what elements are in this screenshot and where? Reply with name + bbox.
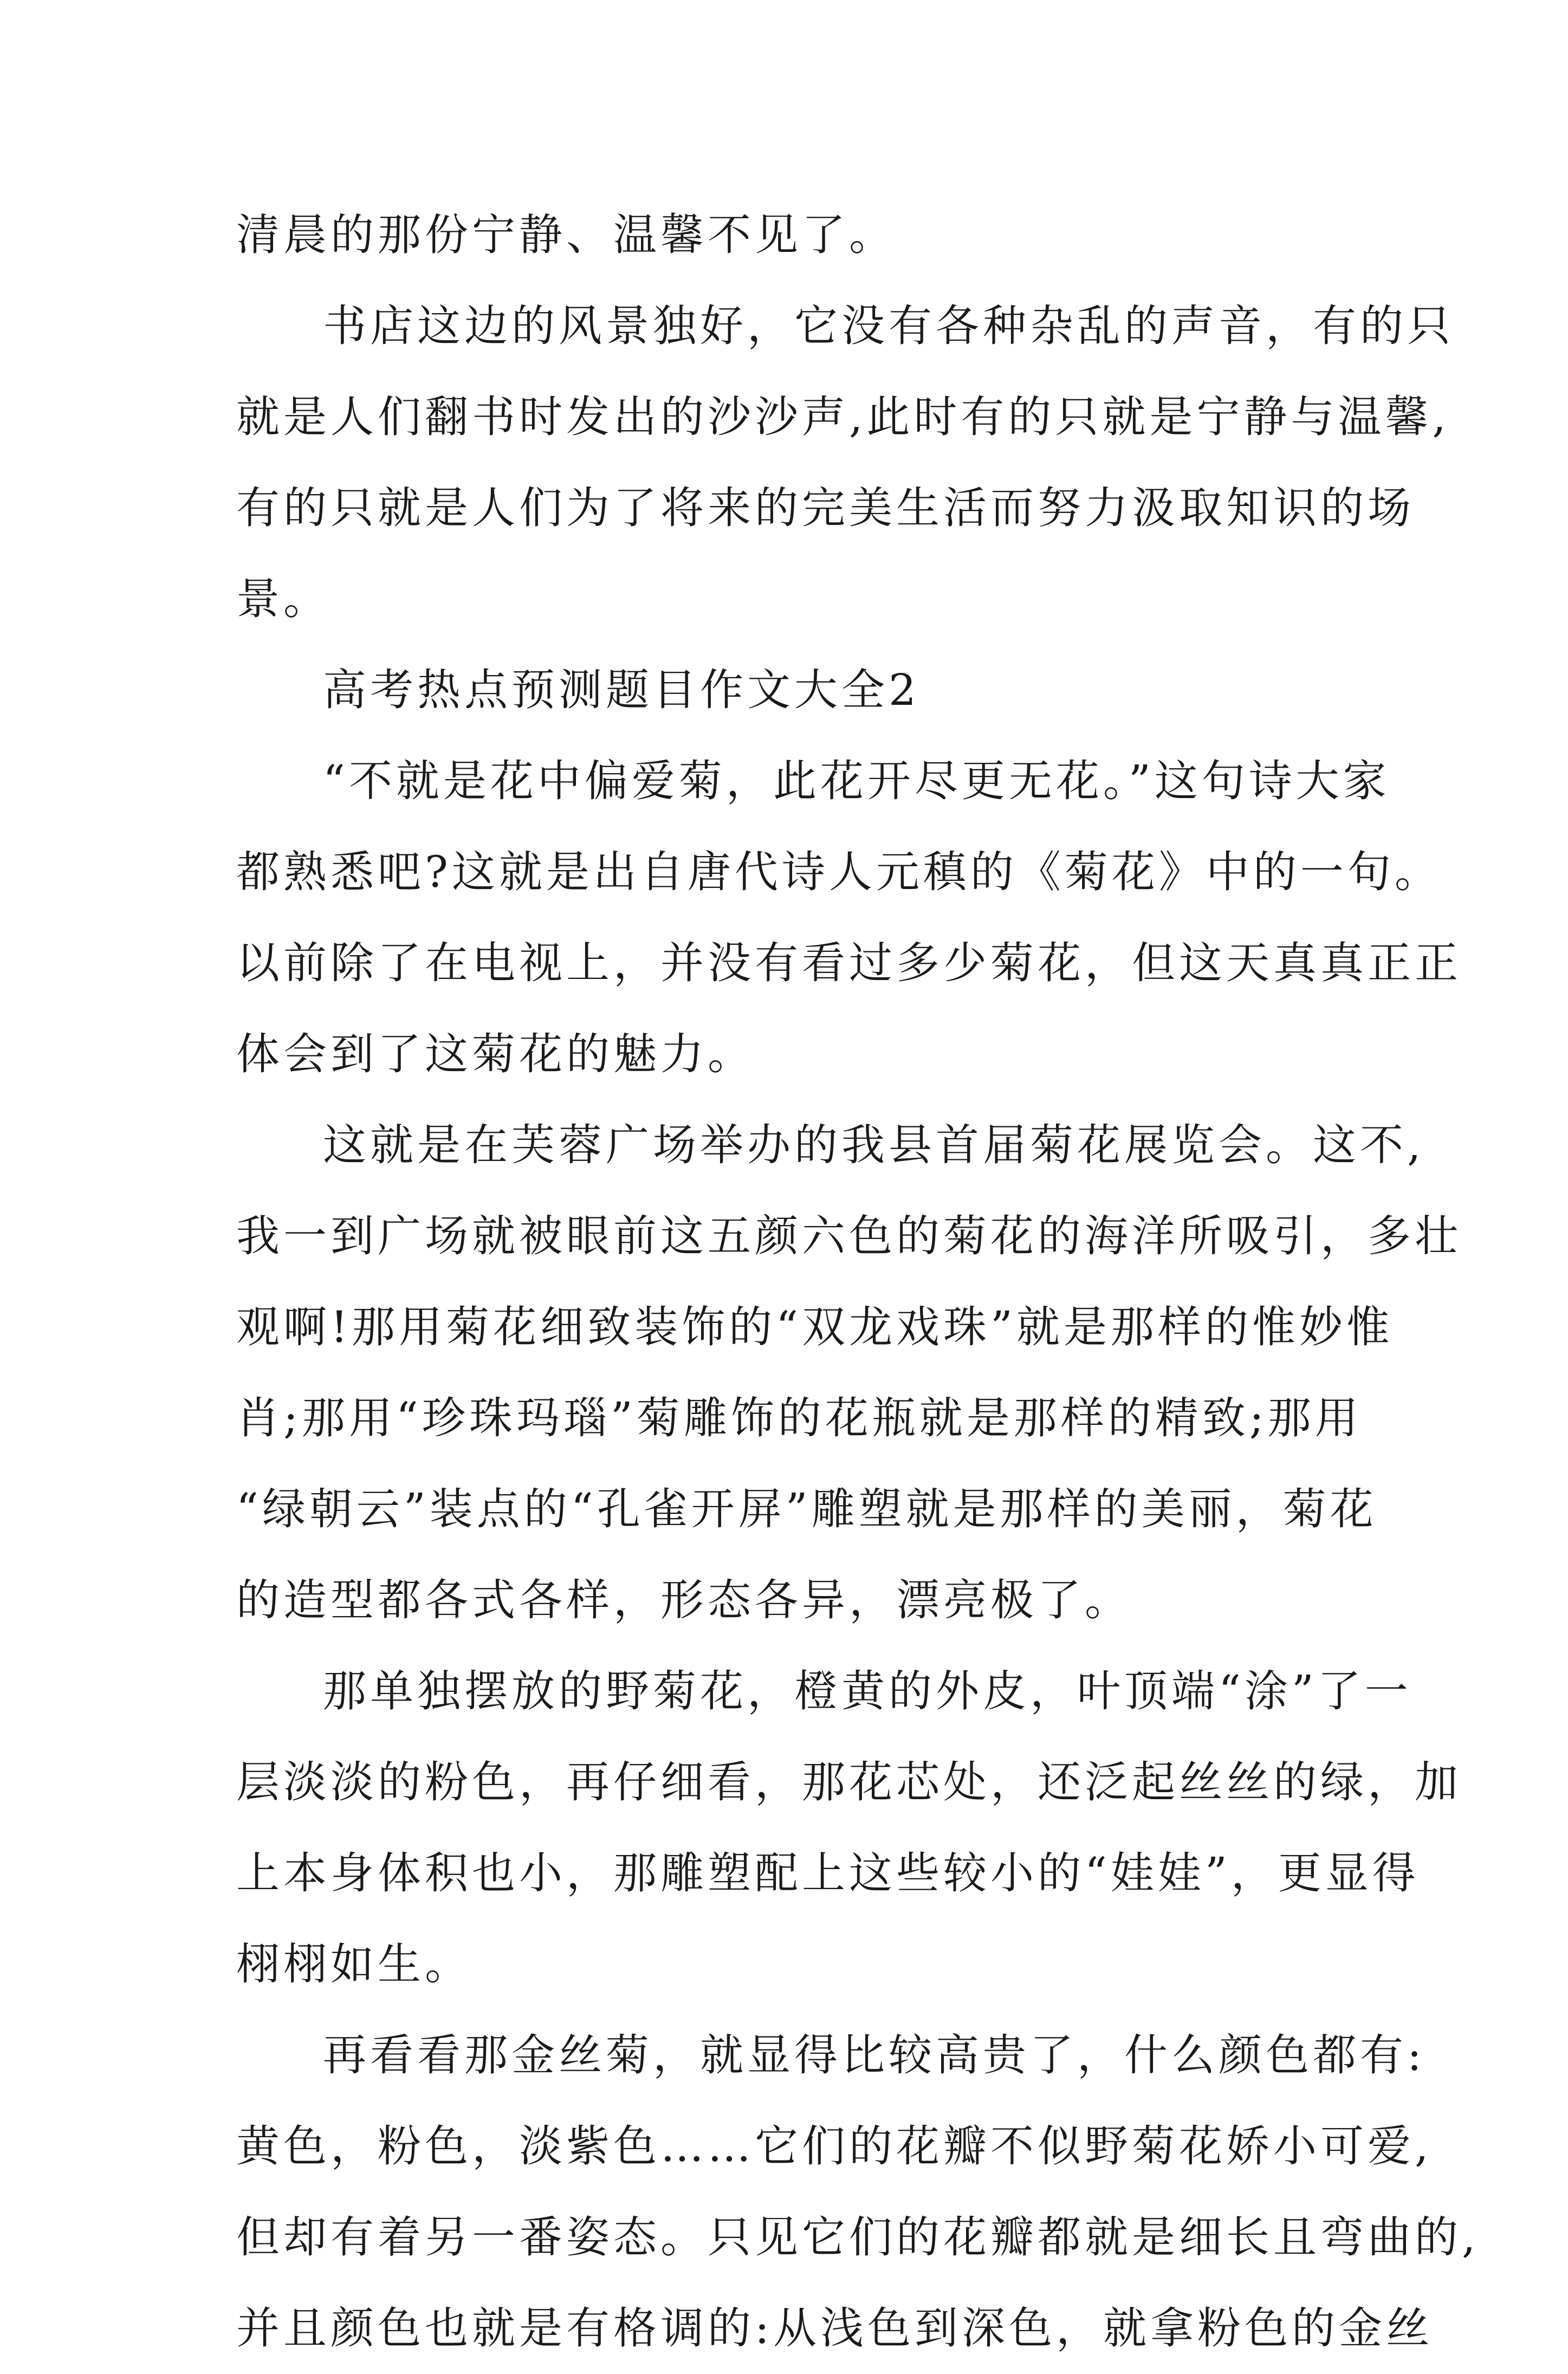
text-line: 以前除了在电视上，并没有看过多少菊花，但这天真真正正 (236, 938, 1462, 988)
text-line: 就是人们翻书时发出的沙沙声,此时有的只就是宁静与温馨, (236, 392, 1450, 442)
text-line: 的造型都各式各样，形态各异，漂亮极了。 (236, 1575, 1132, 1625)
text-line: 那单独摆放的野菊花，橙黄的外皮，叶顶端“涂”了一 (323, 1666, 1412, 1716)
text-line: 都熟悉吧?这就是出自唐代诗人元稹的《菊花》中的一句。 (236, 847, 1442, 897)
text-line: 黄色，粉色，淡紫色……它们的花瓣不似野菊花娇小可爱, (236, 2121, 1433, 2171)
document-body (236, 190, 1480, 2374)
text-line: 栩栩如生。 (236, 1939, 472, 1989)
text-line: 肖;那用“珍珠玛瑙”菊雕饰的花瓶就是那样的精致;那用 (236, 1393, 1362, 1443)
text-line: “绿朝云”装点的“孔雀开屏”雕塑就是那样的美丽，菊花 (236, 1484, 1377, 1534)
text-line: 层淡淡的粉色，再仔细看，那花芯处，还泛起丝丝的绿，加 (236, 1757, 1462, 1807)
section-heading: 高考热点预测题目作文大全2 (323, 665, 920, 715)
text-line: 有的只就是人们为了将来的完美生活而努力汲取知识的场 (236, 483, 1415, 533)
text-line: 上本身体积也小，那雕塑配上这些较小的“娃娃”，更显得 (236, 1848, 1420, 1898)
text-line: 并且颜色也就是有格调的:从浅色到深色，就拿粉色的金丝 (236, 2303, 1433, 2353)
text-line: “不就是花中偏爱菊，此花开尽更无花。”这句诗大家 (323, 756, 1390, 806)
text-line: 这就是在芙蓉广场举办的我县首届菊花展览会。这不, (323, 1120, 1425, 1170)
text-line: 书店这边的风景独好，它没有各种杂乱的声音，有的只 (323, 301, 1454, 351)
text-line: 但却有着另一番姿态。只见它们的花瓣都就是细长且弯曲的, (236, 2212, 1480, 2262)
text-line: 清晨的那份宁静、温馨不见了。 (236, 210, 896, 260)
text-line: 体会到了这菊花的魅力。 (236, 1029, 755, 1079)
text-line: 景。 (236, 574, 331, 624)
text-line: 观啊!那用菊花细致装饰的“双龙戏珠”就是那样的惟妙惟 (236, 1302, 1394, 1352)
text-line: 我一到广场就被眼前这五颜六色的菊花的海洋所吸引，多壮 (236, 1211, 1462, 1261)
text-line: 再看看那金丝菊，就显得比较高贵了，什么颜色都有: (323, 2030, 1426, 2080)
